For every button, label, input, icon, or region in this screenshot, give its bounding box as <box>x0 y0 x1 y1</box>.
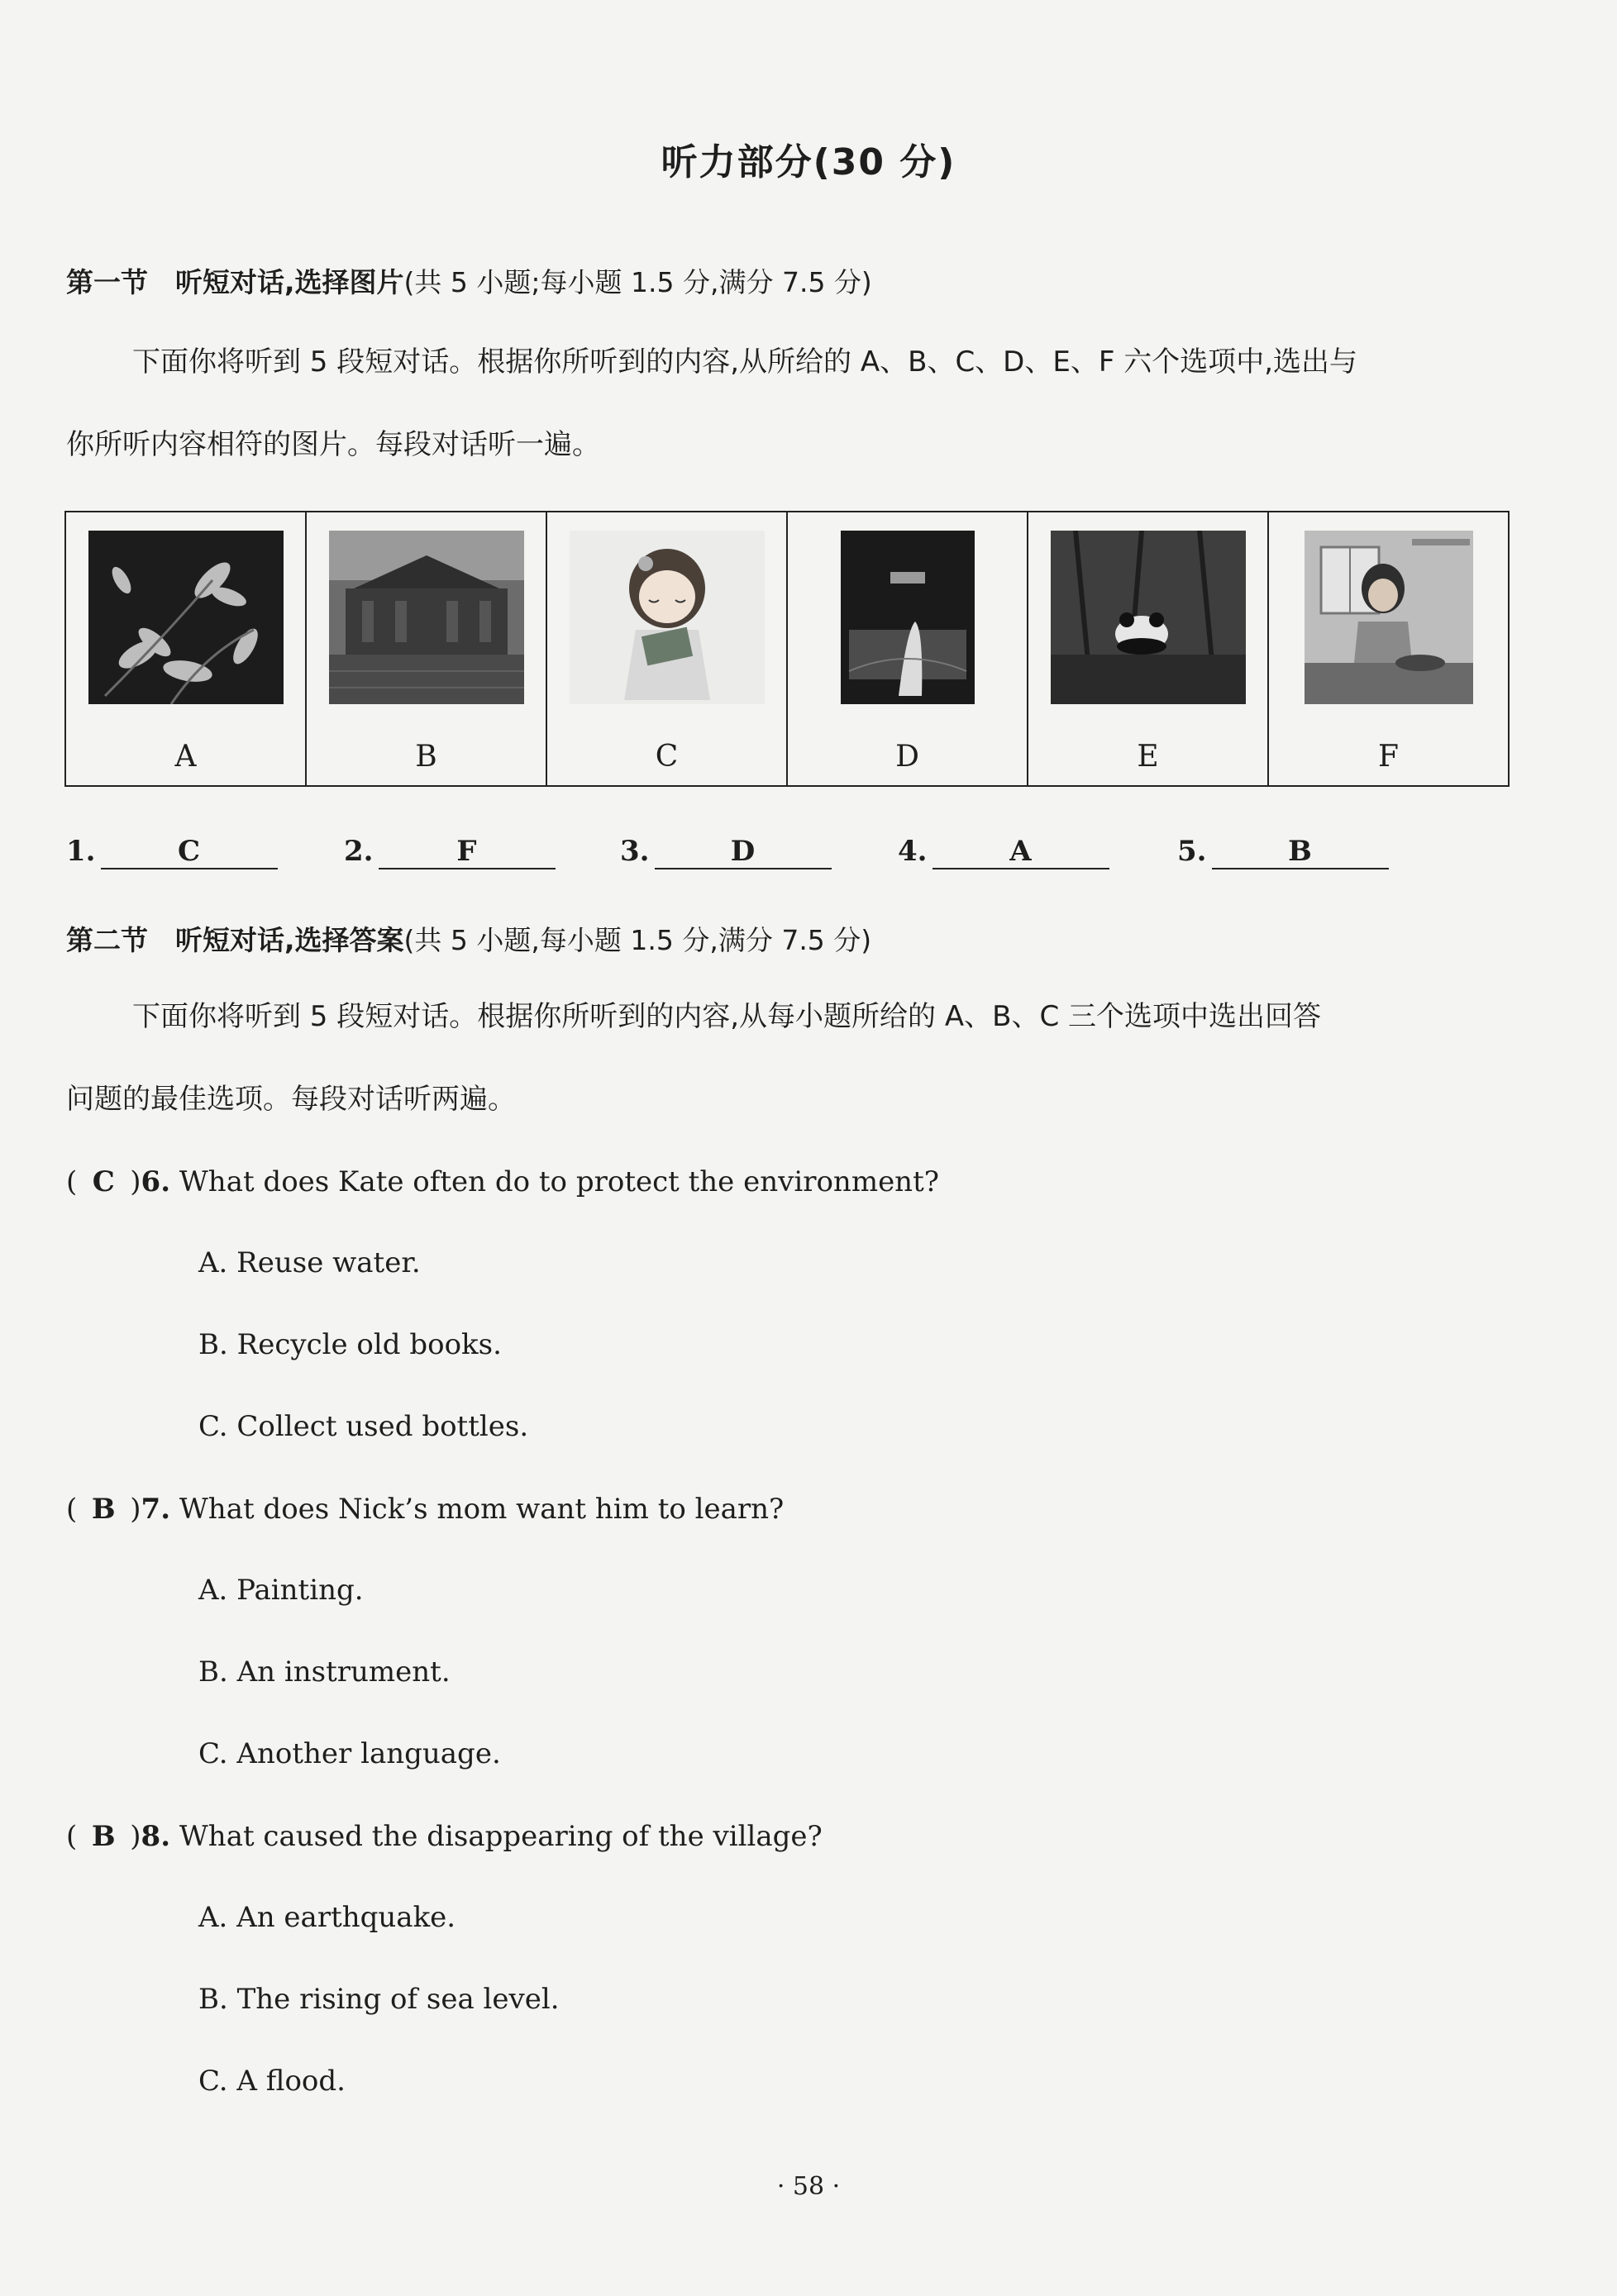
picture-letter-f: F <box>1378 740 1399 774</box>
option-b: B. The rising of sea level. <box>198 1983 560 2016</box>
picture-cell-a <box>66 512 307 785</box>
answer-blank: A <box>933 835 1109 869</box>
answer-item <box>898 835 1109 869</box>
answer-item <box>344 835 556 869</box>
section1-instruction-line2: 你所听内容相符的图片。每段对话听一遍。 <box>66 428 600 461</box>
question-text: What does Kate often do to protect the environment? <box>179 1165 939 1198</box>
option-c: C. Collect used bottles. <box>198 1410 529 1443</box>
question-answer: B <box>91 1820 116 1853</box>
picture-letter-e: E <box>1137 740 1159 774</box>
section2-heading <box>66 919 871 958</box>
question-answer: C <box>92 1165 115 1198</box>
answer-blank: F <box>379 835 556 869</box>
answer-number: 3. <box>620 835 650 868</box>
answer-number: 1. <box>66 835 96 868</box>
picture-letter-a: A <box>174 740 197 774</box>
question-answer: B <box>91 1493 116 1526</box>
section2-instruction-line2: 问题的最佳选项。每段对话听两遍。 <box>66 1083 516 1116</box>
section1-heading <box>66 261 872 300</box>
question-number: 8. <box>141 1820 171 1853</box>
option-a: A. Painting. <box>198 1574 364 1607</box>
book-cover-photo-icon <box>841 531 975 704</box>
panda-photo-icon <box>1051 531 1246 704</box>
option-c: C. Another language. <box>198 1737 501 1770</box>
answer-item <box>620 835 832 869</box>
page-title: 听力部分(30 分) <box>661 141 956 183</box>
answer-number: 2. <box>344 835 374 868</box>
section1-heading-rest: (共 5 小题;每小题 1.5 分,满分 7.5 分) <box>403 266 872 298</box>
woman-cooking-illustration-icon <box>1305 531 1473 704</box>
question-number: 7. <box>141 1493 171 1526</box>
section2-instructions <box>66 975 1521 1141</box>
picture-letter-b: B <box>415 740 437 774</box>
museum-photo-icon <box>329 531 524 704</box>
option-a: A. An earthquake. <box>198 1901 456 1934</box>
section2-heading-bold: 第二节 听短对话,选择答案 <box>66 924 404 956</box>
answer-blank: D <box>655 835 832 869</box>
picture-cell-d <box>788 512 1028 785</box>
section2-instruction-line1: 下面你将听到 5 段短对话。根据你所听到的内容,从每小题所给的 A、B、C 三个选项中选出回答 <box>132 1000 1321 1033</box>
picture-letter-c: C <box>655 740 679 774</box>
page-number: · 58 · <box>776 2172 841 2201</box>
question-6: ( C )6. What does Kate often do to protect the environment? <box>66 1165 939 1198</box>
option-a: A. Reuse water. <box>198 1246 421 1279</box>
girl-reading-illustration-icon <box>570 531 765 704</box>
section1-heading-bold: 第一节 听短对话,选择图片 <box>66 266 404 298</box>
option-b: B. Recycle old books. <box>198 1328 502 1361</box>
question-8: ( B )8. What caused the disappearing of the village? <box>66 1820 823 1853</box>
option-c: C. A flood. <box>198 2065 346 2098</box>
flowers-photo-icon <box>88 531 284 704</box>
picture-table <box>64 511 1510 787</box>
picture-letter-d: D <box>895 740 919 774</box>
picture-cell-b <box>307 512 547 785</box>
section2-heading-rest: (共 5 小题,每小题 1.5 分,满分 7.5 分) <box>403 924 872 956</box>
picture-cell-c <box>547 512 788 785</box>
question-7: ( B )7. What does Nick’s mom want him to learn? <box>66 1493 785 1526</box>
picture-cell-e <box>1028 512 1269 785</box>
question-number: 6. <box>141 1165 171 1198</box>
section1-instructions <box>66 321 1521 486</box>
answer-blank: C <box>101 835 278 869</box>
answer-number: 5. <box>1177 835 1207 868</box>
question-text: What caused the disappearing of the village? <box>179 1820 823 1853</box>
question-text: What does Nick’s mom want him to learn? <box>179 1493 785 1526</box>
option-b: B. An instrument. <box>198 1655 451 1689</box>
answer-item <box>1177 835 1389 869</box>
answer-blank: B <box>1212 835 1389 869</box>
picture-cell-f <box>1269 512 1508 785</box>
section1-instruction-line1: 下面你将听到 5 段短对话。根据你所听到的内容,从所给的 A、B、C、D、E、F 六个选项中,选出与 <box>132 345 1358 379</box>
answer-number: 4. <box>898 835 928 868</box>
answer-item <box>66 835 278 869</box>
